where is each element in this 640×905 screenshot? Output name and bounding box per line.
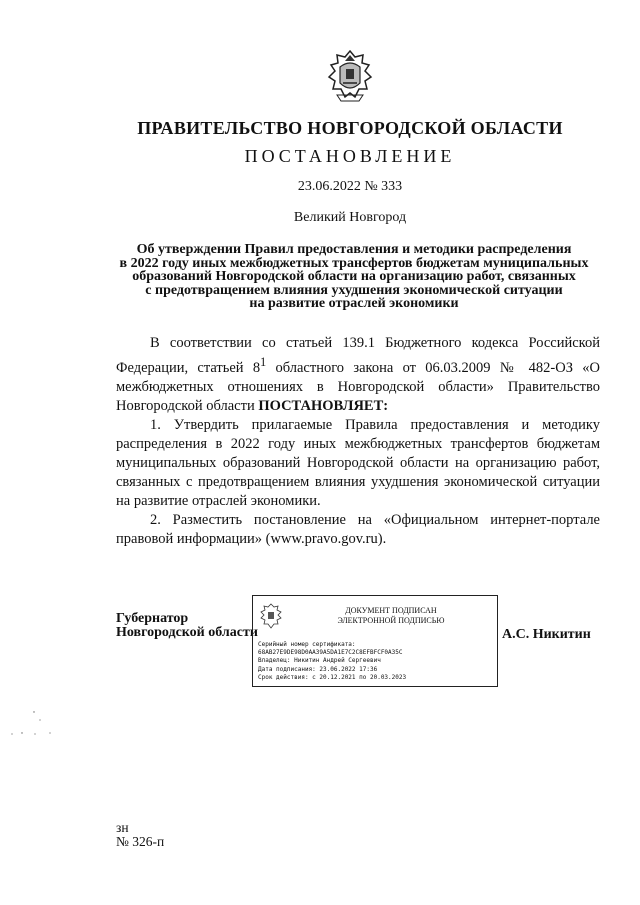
city: Великий Новгород — [293, 210, 407, 225]
heading-line: на развитие отраслей экономики — [249, 296, 459, 311]
stamp-details: Серийный номер сертификата: 68AB27E9DE98D0AA39A5DA1E7C2C8EFBFCF0A35C Владелец: Никитин Андрей Сергеевич Дата подписания: 23.06.2022 17:36 Срок действия: с 20.12.2021 по 20.03.2023 — [258, 641, 407, 681]
government-title: ПРАВИТЕЛЬСТВО НОВГОРОДСКОЙ ОБЛАСТИ — [137, 118, 563, 138]
document-heading — [108, 243, 600, 311]
date-number: 23.06.2022 № 333 — [297, 179, 403, 194]
paragraph-item-2: 2. Разместить постановление на «Официальном интернет-портале правовой информации» (www.pravo.gov.ru). — [116, 511, 600, 547]
electronic-signature-stamp — [252, 595, 498, 687]
paragraph-preamble: В соответствии со статьей 139.1 Бюджетного кодекса Российской Федерации, статьей $8^1$ областного закона от 06.03.2009 № 482-ОЗ «О межбюджетных отношениях в Новгородской области» Правительство Новгородской области ПОСТАНОВЛЯЕТ: — [116, 335, 600, 414]
scan-noise-marks — [0, 700, 80, 750]
signatory-name: А.С. Никитин — [502, 627, 591, 642]
heading-line: Об утверждении Правил предоставления и методики распределения — [136, 242, 572, 257]
internal-number: № 326-п — [116, 834, 165, 849]
document-type: ПОСТАНОВЛЕНИЕ — [244, 146, 456, 166]
document-footer — [116, 821, 164, 849]
signatory-position: Губернатор Новгородской области — [116, 611, 258, 640]
stamp-emblem-icon — [260, 603, 282, 629]
executor-initials: зн — [116, 820, 129, 835]
heading-line: с предотвращением влияния ухудшения экономической ситуации — [145, 282, 563, 298]
heading-line: в 2022 году иных межбюджетных трансфертов бюджетам муниципальных — [119, 255, 589, 271]
paragraph-item-1: 1. Утвердить прилагаемые Правила предоставления и методику распределения в 2022 году иных межбюджетных трансфертов бюджетам муниципальных образований Новгородской области на организацию работ, связанных с предотвращением влияния ухудшения экономической ситуации на развитие отраслей экономики. — [116, 416, 600, 509]
stamp-title: ДОКУМЕНТ ПОДПИСАН ЭЛЕКТРОННОЙ ПОДПИСЬЮ — [337, 606, 445, 625]
heading-line: образований Новгородской области на организацию работ, связанных — [132, 269, 576, 284]
coat-of-arms-emblem — [325, 49, 375, 105]
document-body — [116, 334, 600, 549]
